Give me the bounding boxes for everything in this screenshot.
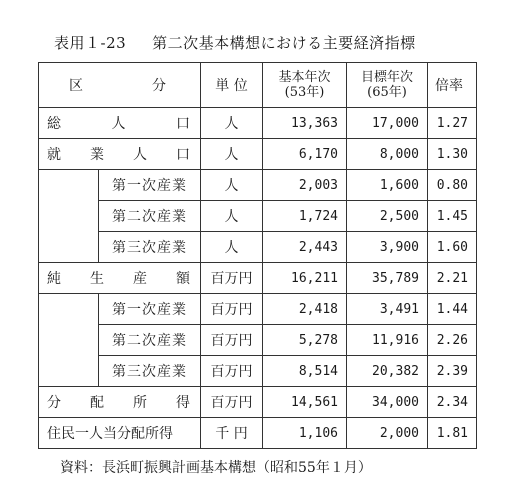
header-category (39, 63, 201, 108)
row-unit: 百万円 (201, 294, 263, 325)
row-label-char: 口 (176, 147, 190, 163)
row-target-value: 34,000 (347, 387, 428, 418)
row-unit: 百万円 (201, 356, 263, 387)
row-label-char: 人 (133, 147, 147, 163)
row-label (39, 263, 201, 294)
row-label-char: 得 (176, 395, 190, 411)
row-base-value: 1,106 (263, 418, 347, 449)
row-ratio-value: 1.27 (428, 108, 477, 139)
row-target-value: 17,000 (347, 108, 428, 139)
row-label-char: 口 (176, 116, 190, 132)
row-ratio-value: 1.44 (428, 294, 477, 325)
row-base-value: 2,003 (263, 170, 347, 201)
row-label-char: 業 (90, 147, 104, 163)
table-number: 表用１-23 (54, 34, 127, 52)
table-row (39, 232, 477, 263)
row-label-char: 純 (47, 271, 61, 287)
row-target-value: 11,916 (347, 325, 428, 356)
row-base-value: 8,514 (263, 356, 347, 387)
row-ratio-value: 2.21 (428, 263, 477, 294)
table-row (39, 387, 477, 418)
row-base-value: 1,724 (263, 201, 347, 232)
table-title-text: 第二次基本構想における主要経済指標 (152, 34, 416, 52)
header-row (39, 63, 477, 108)
row-target-value: 2,000 (347, 418, 428, 449)
row-unit: 人 (201, 232, 263, 263)
table-row (39, 108, 477, 139)
row-label-char: 分 (47, 395, 61, 411)
table-row (39, 263, 477, 294)
header-target-year (347, 63, 428, 108)
row-sub-label: 第一次産業 (99, 170, 201, 201)
row-label-char: 生 (90, 271, 104, 287)
row-unit: 百万円 (201, 325, 263, 356)
indent-spacer (39, 170, 99, 263)
row-base-value: 2,418 (263, 294, 347, 325)
row-target-value: 1,600 (347, 170, 428, 201)
row-base-value: 16,211 (263, 263, 347, 294)
header-target-year-sub: (65年) (367, 85, 407, 100)
row-target-value: 2,500 (347, 201, 428, 232)
header-unit: 単 位 (201, 63, 263, 108)
row-unit: 人 (201, 201, 263, 232)
table-title (54, 32, 416, 53)
row-base-value: 5,278 (263, 325, 347, 356)
row-label (39, 139, 201, 170)
row-unit: 千 円 (201, 418, 263, 449)
row-label-char: 総 (47, 116, 61, 132)
table-row (39, 294, 477, 325)
header-target-year-label: 目標年次 (360, 70, 413, 85)
row-label (39, 108, 201, 139)
row-unit: 人 (201, 108, 263, 139)
row-sub-label: 第二次産業 (99, 201, 201, 232)
source-note: 資料：長浜町振興計画基本構想（昭和55年１月） (60, 460, 372, 476)
table-row (39, 356, 477, 387)
row-target-value: 3,491 (347, 294, 428, 325)
header-category-char: 分 (152, 78, 166, 94)
row-ratio-value: 1.30 (428, 139, 477, 170)
row-ratio-value: 0.80 (428, 170, 477, 201)
row-ratio-value: 2.26 (428, 325, 477, 356)
row-sub-label: 第一次産業 (99, 294, 201, 325)
row-base-value: 2,443 (263, 232, 347, 263)
header-base-year-label: 基本年次 (278, 70, 331, 85)
row-ratio-value: 2.34 (428, 387, 477, 418)
row-ratio-value: 2.39 (428, 356, 477, 387)
row-label-char: 配 (90, 395, 104, 411)
table-row (39, 201, 477, 232)
table-row (39, 170, 477, 201)
table-row (39, 325, 477, 356)
row-unit: 人 (201, 139, 263, 170)
row-unit: 百万円 (201, 387, 263, 418)
row-ratio-value: 1.60 (428, 232, 477, 263)
header-base-year-sub: (53年) (284, 85, 325, 100)
row-sub-label: 第二次産業 (99, 325, 201, 356)
row-label-char: 額 (176, 271, 190, 287)
row-target-value: 3,900 (347, 232, 428, 263)
header-ratio: 倍率 (428, 63, 477, 108)
row-label: 住民一人当分配所得 (39, 418, 201, 449)
row-base-value: 14,561 (263, 387, 347, 418)
row-label (39, 387, 201, 418)
row-unit: 百万円 (201, 263, 263, 294)
header-category-char: 区 (69, 78, 83, 94)
row-sub-label: 第三次産業 (99, 232, 201, 263)
row-label-char: 人 (111, 116, 126, 132)
row-label-char: 産 (133, 271, 147, 287)
row-target-value: 20,382 (347, 356, 428, 387)
table-row (39, 418, 477, 449)
row-sub-label: 第三次産業 (99, 356, 201, 387)
row-target-value: 8,000 (347, 139, 428, 170)
row-ratio-value: 1.45 (428, 201, 477, 232)
row-label-char: 就 (47, 147, 61, 163)
table-row (39, 139, 477, 170)
indent-spacer (39, 294, 99, 387)
row-unit: 人 (201, 170, 263, 201)
row-target-value: 35,789 (347, 263, 428, 294)
row-label-char: 所 (133, 395, 147, 411)
row-base-value: 13,363 (263, 108, 347, 139)
header-base-year (263, 63, 347, 108)
row-ratio-value: 1.81 (428, 418, 477, 449)
row-base-value: 6,170 (263, 139, 347, 170)
economic-indicators-table (38, 62, 477, 449)
